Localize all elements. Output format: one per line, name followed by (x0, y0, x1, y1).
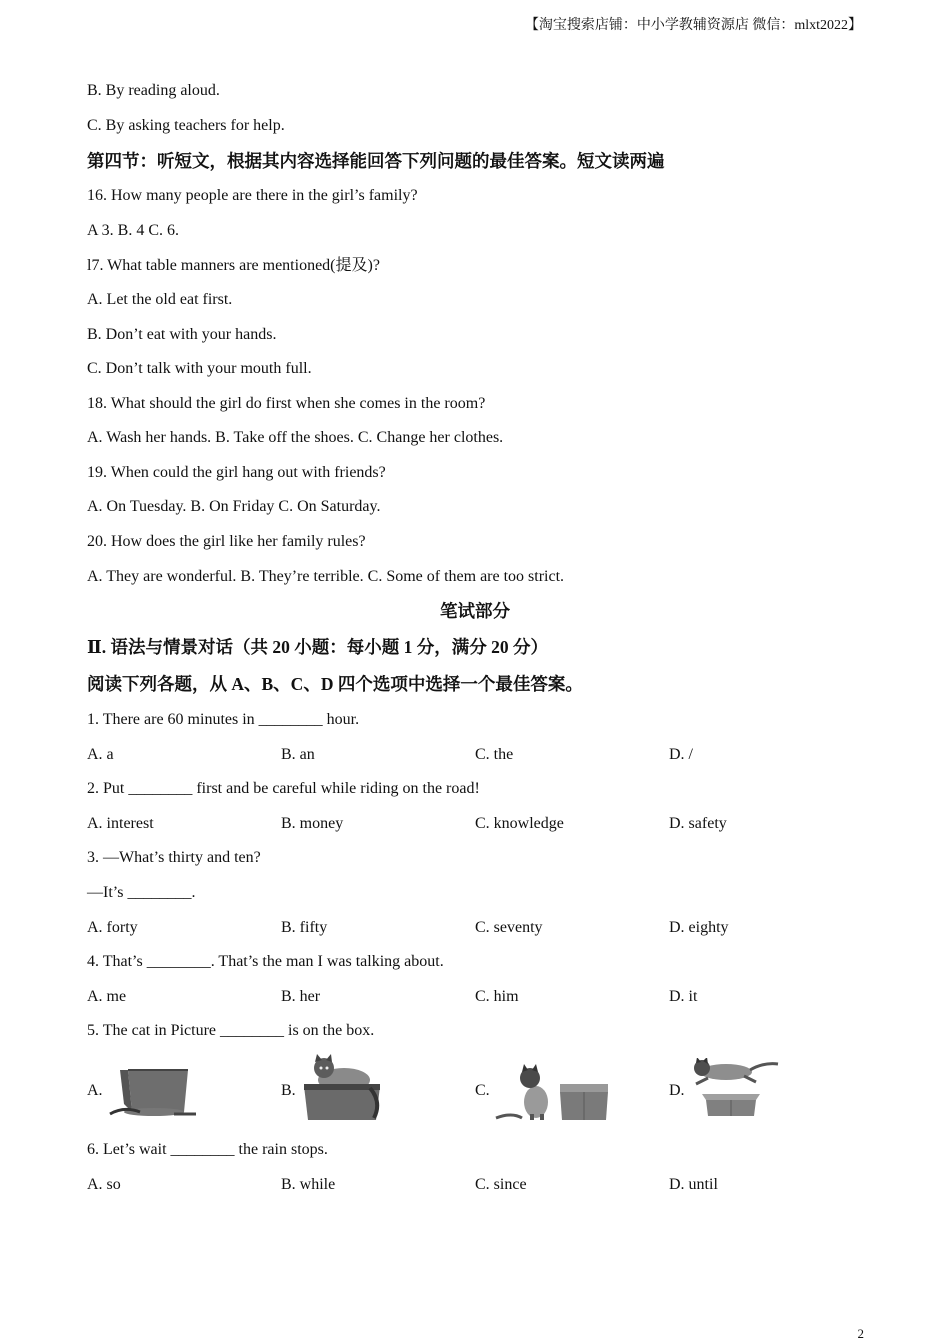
picture-cat-over-box (688, 1058, 782, 1120)
option-a: A. so (87, 1176, 121, 1193)
option-b: B. fifty (281, 919, 328, 936)
question-text: 4. That’s ________. That’s the man I was talking about. (87, 953, 444, 970)
option-c: C. him (475, 988, 519, 1005)
picture-cat-next-to-box (492, 1060, 612, 1122)
option-text: A 3. B. 4 C. 6. (87, 222, 180, 239)
option-c: C. (475, 1082, 490, 1099)
option-b: B. (281, 1082, 296, 1099)
option-a: A. interest (87, 815, 154, 832)
option-text: B. By reading aloud. (87, 82, 220, 99)
question-text: 2. Put ________ first and be careful while riding on the road! (87, 780, 480, 797)
question-text: 19. When could the girl hang out with friends? (87, 464, 386, 481)
question-text: 1. There are 60 minutes in ________ hour. (87, 711, 360, 728)
section-heading: 第四节：听短文，根据其内容选择能回答下列问题的最佳答案。短文读两遍 (87, 151, 665, 171)
question-text: 3. —What’s thirty and ten? (87, 849, 261, 866)
option-text: A. Let the old eat first. (87, 291, 233, 308)
option-d: D. eighty (669, 919, 729, 936)
question-text: —It’s ________. (87, 884, 196, 901)
option-a: A. forty (87, 919, 138, 936)
option-text: B. Don’t eat with your hands. (87, 326, 277, 343)
part-title: 笔试部分 (440, 601, 510, 621)
question-text: 20. How does the girl like her family rules? (87, 533, 366, 550)
option-d: D. it (669, 988, 698, 1005)
option-a: A. (87, 1082, 103, 1099)
option-c: C. seventy (475, 919, 543, 936)
option-text: A. On Tuesday. B. On Friday C. On Saturday. (87, 498, 381, 515)
option-a: A. a (87, 746, 114, 763)
picture-cat-under-box (104, 1068, 200, 1120)
option-d: D. safety (669, 815, 727, 832)
option-c: C. since (475, 1176, 527, 1193)
question-text: l7. What table manners are mentioned(提及)? (87, 257, 380, 274)
option-b: B. her (281, 988, 321, 1005)
picture-cat-in-box (300, 1054, 386, 1122)
option-c: C. knowledge (475, 815, 564, 832)
page-header: 【淘宝搜索店铺：中小学教辅资源店 微信：mlxt2022】 (524, 18, 862, 33)
question-text: 5. The cat in Picture ________ is on the box. (87, 1022, 375, 1039)
option-text: A. Wash her hands. B. Take off the shoes. C. Change her clothes. (87, 429, 504, 446)
option-text: C. Don’t talk with your mouth full. (87, 360, 312, 377)
option-d: D. / (669, 746, 693, 763)
page-number: 2 (857, 1326, 864, 1341)
question-text: 16. How many people are there in the girl’s family? (87, 187, 418, 204)
option-text: A. They are wonderful. B. They’re terrible. C. Some of them are too strict. (87, 568, 565, 585)
question-text: 18. What should the girl do first when she comes in the room? (87, 395, 486, 412)
option-b: B. an (281, 746, 315, 763)
section-heading: Ⅱ. 语法与情景对话（共 20 小题：每小题 1 分，满分 20 分） (87, 637, 548, 657)
option-b: B. while (281, 1176, 336, 1193)
option-b: B. money (281, 815, 344, 832)
option-text: C. By asking teachers for help. (87, 117, 285, 134)
option-a: A. me (87, 988, 127, 1005)
question-text: 6. Let’s wait ________ the rain stops. (87, 1141, 328, 1158)
option-d: D. until (669, 1176, 718, 1193)
option-d: D. (669, 1082, 685, 1099)
instructions: 阅读下列各题，从 A、B、C、D 四个选项中选择一个最佳答案。 (87, 674, 583, 694)
option-c: C. the (475, 746, 514, 763)
